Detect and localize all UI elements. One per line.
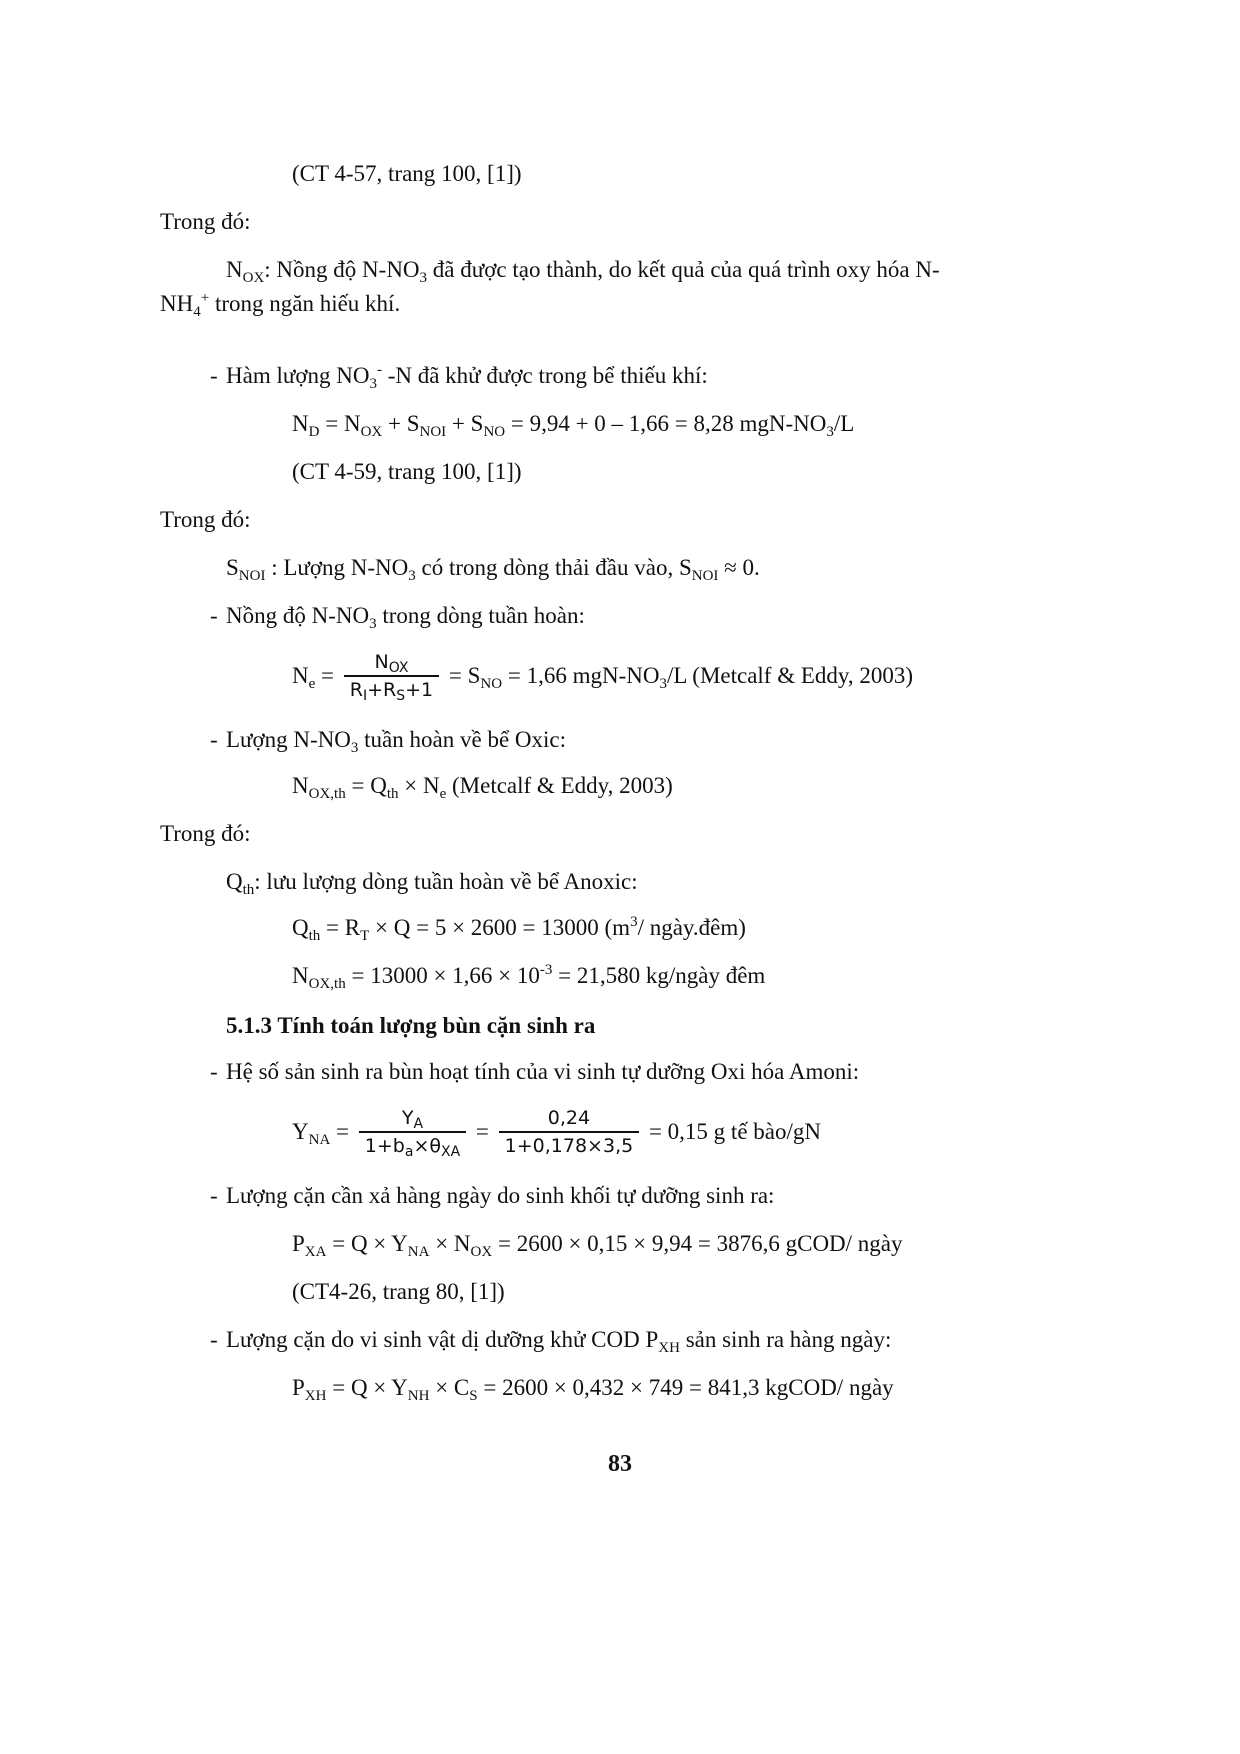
reference-ct-4-59: (CT 4-59, trang 100, [1]): [292, 459, 522, 484]
bullet-dash: -: [210, 727, 218, 752]
trong-do-label: Trong đó:: [160, 209, 251, 234]
nox-definition: $N_{OX}$: Nồng độ $N-NO_3$ đã được tạo thành, do kết quả của quá trình oxy hóa N-: [226, 257, 940, 286]
bullet-dash: -: [210, 1327, 218, 1352]
nox-definition-continued: $NH_4^+$ trong ngăn hiếu khí.: [160, 290, 401, 320]
equation-pxh: $P_{XH} = Q \times Y_{NH} \times C_S = 2600 \times 0,432 \times 749 = 841,3$ kgCOD/ ngày: [292, 1375, 894, 1404]
bullet-dash: -: [210, 603, 218, 628]
bullet-dash: -: [210, 1183, 218, 1208]
fraction-yna-numeric: $\frac{0,24}{1+0,178\times 3,5}$: [499, 1105, 640, 1159]
reference-ct4-26: (CT4-26, trang 80, [1]): [292, 1279, 505, 1304]
equation-pxa: $P_{XA} = Q \times Y_{NA} \times N_{OX} = 2600 \times 0,15 \times 9,94 = 3876,6$ gCOD/ ngày: [292, 1231, 903, 1260]
equation-yna: $Y_{NA}$ = $\frac{Y_A}{1+b_a\times\theta_{XA}}$ = $\frac{0,24}{1+0,178\times 3,5}$ = 0,15 g tế bào/gN: [292, 1106, 821, 1160]
bullet-dash: -: [210, 1059, 218, 1084]
trong-do-label: Trong đó:: [160, 821, 251, 846]
equation-ne: $N_e$ = $\frac{N_{OX}}{R_I+R_S+1}$ = $S_{NO} = 1,66$ mgN-$NO_3/L$ (Metcalf & Eddy, 2003): [292, 650, 914, 704]
fraction-ne: $\frac{N_{OX}}{R_I+R_S+1}$: [344, 649, 439, 703]
equation-nd: $N_D = N_{OX} + S_{NOI} + S_{NO} = 9,94 + 0 - 1,66 = 8,28$ mgN-$NO_3/L$: [292, 411, 855, 440]
qth-definition: $Q_{th}$: lưu lượng dòng tuần hoàn về bể Anoxic:: [226, 869, 638, 898]
equation-nox-th-value: $N_{OX,th} = 13000 \times 1,66 \times 10^{-3} = 21,580$ kg/ngày đêm: [292, 962, 766, 992]
snoi-definition: $S_{NOI}$ : Lượng $N-NO_3$ có trong dòng thải đầu vào, $S_{NOI} \approx 0$.: [226, 555, 760, 584]
page-number: 83: [608, 1451, 632, 1477]
equation-nox-th: $N_{OX,th} = Q_{th} \times N_e$ (Metcalf & Eddy, 2003): [292, 773, 673, 802]
section-heading: 5.1.3 Tính toán lượng bùn cặn sinh ra: [226, 1013, 596, 1038]
bullet-dash: -: [210, 363, 218, 388]
trong-do-label: Trong đó:: [160, 507, 251, 532]
equation-qth: $Q_{th} = R_T \times Q = 5 \times 2600 = 13000$ ($m^3/$ ngày.đêm): [292, 914, 746, 944]
fraction-yna-symbolic: $\frac{Y_A}{1+b_a\times\theta_{XA}}$: [359, 1105, 466, 1159]
reference-ct-4-57: (CT 4-57, trang 100, [1]): [292, 161, 522, 186]
